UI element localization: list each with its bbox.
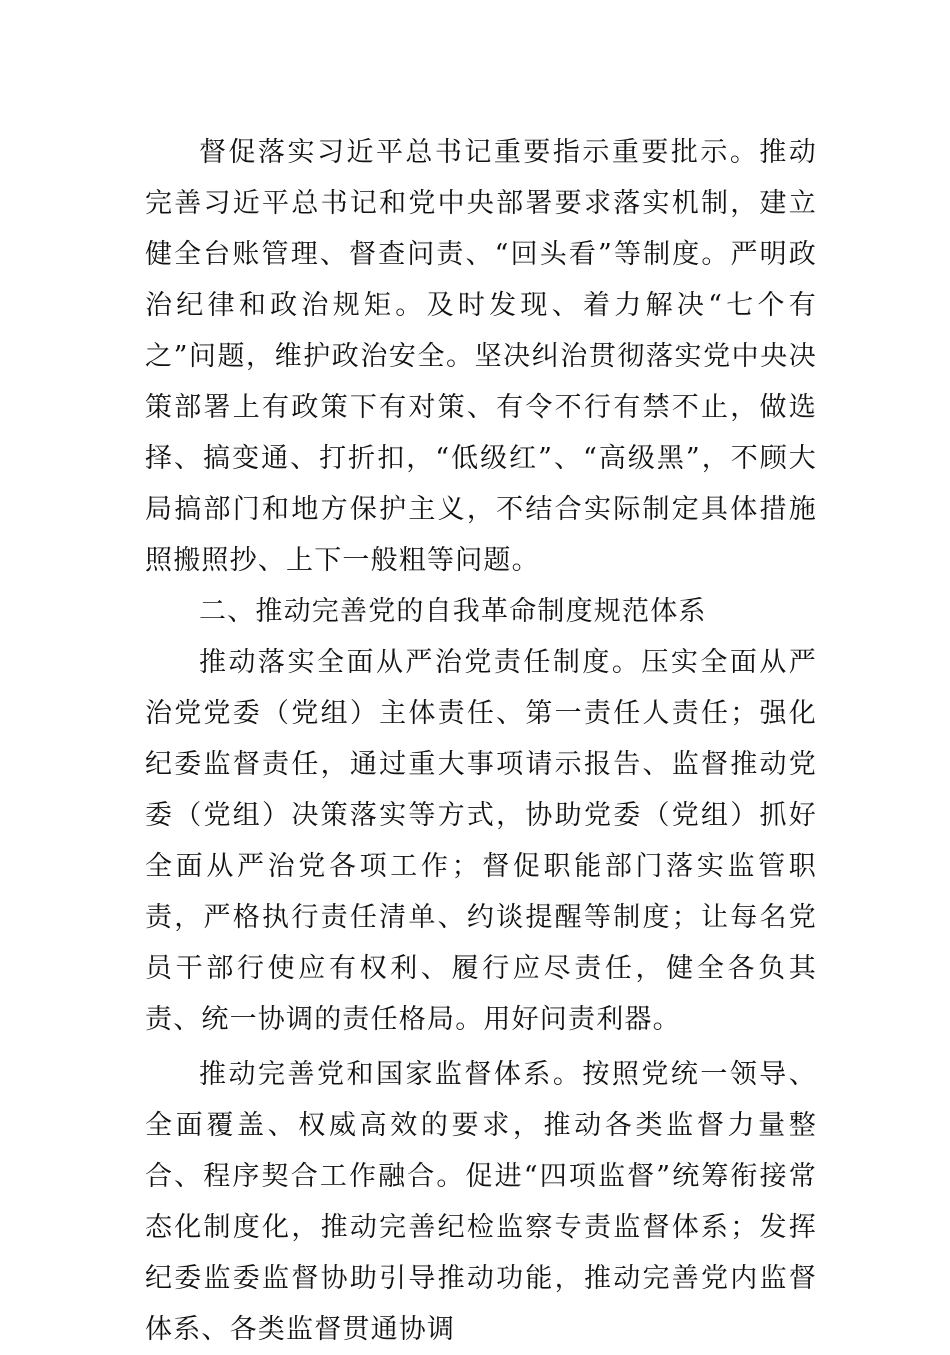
paragraph-oversight-instructions: 督促落实习近平总书记重要指示重要批示。推动完善习近平总书记和党中央部署要求落实机制，建立健全台账管理、督查问责、“回头看”等制度。严明政治纪律和政治规矩。及时发现、着力解决“七个有之”问题，维护政治安全。坚决纠治贯彻落实党中央决策部署上有政策下有对策、有令不行有禁不止，做选择、搞变通、打折扣，“低级红”、“高级黑”，不顾大局搞部门和地方保护主义，不结合实际制定具体措施照搬照抄、上下一般粗等问题。 [145,137,817,576]
paragraph-responsibility-system: 推动落实全面从严治党责任制度。压实全面从严治党党委（党组）主体责任、第一责任人责任；强化纪委监督责任，通过重大事项请示报告、监督推动党委（党组）决策落实等方式，协助党委（党组）抓好全面从严治党各项工作；督促职能部门落实监管职责，严格执行责任清单、约谈提醒等制度；让每名党员干部行使应有权利、履行应尽责任，健全各负其责、统一协调的责任格局。用好问责利器。 [145,647,817,1035]
section-heading: 二、推动完善党的自我革命制度规范体系 [199,596,707,627]
document-body [145,127,817,1355]
paragraph-supervision-system: 推动完善党和国家监督体系。按照党统一领导、全面覆盖、权威高效的要求，推动各类监督力量整合、程序契合工作融合。促进“四项监督”统筹衔接常态化制度化，推动完善纪检监察专责监督体系；发挥纪委监委监督协助引导推动功能，推动完善党内监督体系、各类监督贯通协调 [145,1059,817,1345]
